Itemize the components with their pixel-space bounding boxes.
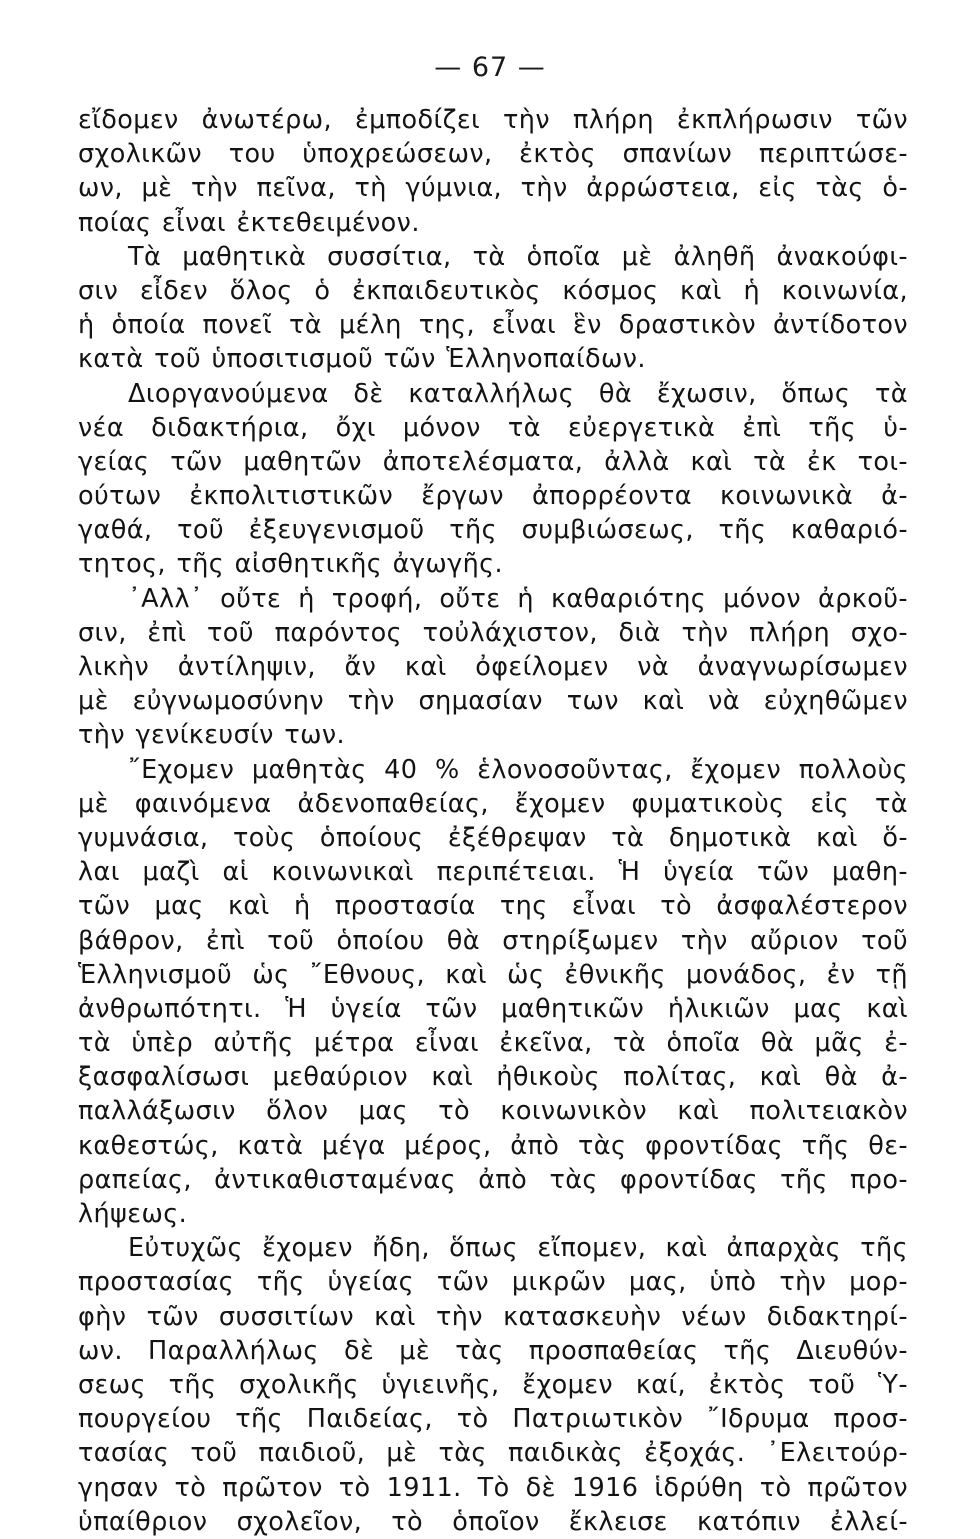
text-line: σιν εἶδεν ὅλος ὁ ἐκπαιδευτικὸς κόσμος καὶ ἡ κοινωνία, — [78, 275, 908, 306]
text-line: ων, μὲ τὴν πεῖνα, τὴ γύμνια, τὴν ἀρρώστεια, εἰς τὰς ὁ- — [78, 173, 908, 204]
paragraph — [78, 103, 908, 240]
text-line: ων. Παραλλήλως δὲ μὲ τὰς προσπαθείας τῆς Διευθύν- — [78, 1335, 908, 1366]
text-line: λικὴν ἀντίληψιν, ἄν καὶ ὀφείλομεν νὰ ἀναγνωρίσωμεν — [78, 652, 908, 682]
text-line: λήψεως. — [78, 1199, 188, 1229]
text-line: τὰ ὑπὲρ αὐτῆς μέτρα εἶναι ἐκεῖνα, τὰ ὁποῖα θὰ μᾶς ἐ- — [78, 1028, 908, 1059]
text-line: γυμνάσια, τοὺς ὁποίους ἐξέθρεψαν τὰ δημοτικὰ καὶ ὅ- — [78, 822, 908, 853]
text-line: ῎Εχομεν μαθητὰς 40 % ἑλονοσοῦντας, ἔχομεν πολλοὺς — [128, 754, 908, 785]
text-line: ραπείας, ἀντικαθισταμένας ἀπὸ τὰς φροντίδας τῆς προ- — [78, 1164, 908, 1195]
text-line: σχολικῶν του ὑποχρεώσεων, ἐκτὸς σπανίων περιπτώσε- — [78, 139, 908, 170]
text-line: σεως τῆς σχολικῆς ὑγιεινῆς, ἔχομεν καί, ἐκτὸς τοῦ Ὑ- — [78, 1369, 908, 1400]
text-line: τὴν γενίκευσίν των. — [78, 720, 345, 751]
paragraph — [78, 582, 908, 753]
text-line: σιν, ἐπὶ τοῦ παρόντος τοὐλάχιστον, διὰ τὴν πλήρη σχο- — [78, 617, 908, 648]
text-line: ἡ ὁποία πονεῖ τὰ μέλη της, εἶναι ἓν δραστικὸν ἀντίδοτον — [78, 310, 908, 341]
paragraph — [78, 240, 908, 377]
text-line: φὴν τῶν συσσιτίων καὶ τὴν κατασκευὴν νέων διδακτηρί- — [78, 1301, 908, 1332]
text-line: τασίας τοῦ παιδιοῦ, μὲ τὰς παιδικὰς ἐξοχάς. ᾽Ελειτούρ- — [78, 1438, 908, 1469]
text-line: λαι μαζὶ αἱ κοινωνικαὶ περιπέτειαι. Ἡ ὑγεία τῶν μαθη- — [78, 857, 908, 888]
text-line: καθεστώς, κατὰ μέγα μέρος, ἀπὸ τὰς φροντίδας τῆς θε- — [78, 1130, 908, 1161]
text-line: παλλάξωσιν ὅλον μας τὸ κοινωνικὸν καὶ πολιτειακὸν — [78, 1096, 908, 1127]
text-line: Ἑλληνισμοῦ ὡς ῎Εθνους, καὶ ὡς ἐθνικῆς μονάδος, ἐν τῇ — [78, 959, 908, 990]
paragraph — [78, 753, 908, 1232]
text-line: γαθά, τοῦ ἐξευγενισμοῦ τῆς συμβιώσεως, τῆς καθαριό- — [78, 515, 908, 546]
text-line: μὲ εὐγνωμοσύνην τὴν σημασίαν των καὶ νὰ εὐχηθῶμεν — [78, 686, 908, 717]
text-line: ξασφαλίσωσι μεθαύριον καὶ ἠθικοὺς πολίτας, καὶ θὰ ἀ- — [78, 1062, 908, 1093]
text-line: ᾽Αλλ᾽ οὔτε ἡ τροφή, οὔτε ἡ καθαριότης μόνον ἀρκοῦ- — [128, 583, 908, 614]
text-line: τητος, τῆς αἰσθητικῆς ἀγωγῆς. — [78, 549, 504, 580]
text-line: μὲ φαινόμενα ἀδενοπαθείας, ἔχομεν φυματικοὺς εἰς τὰ — [78, 788, 908, 819]
text-line: ούτων ἐκπολιτιστικῶν ἔργων ἀπορρέοντα κοινωνικὰ ἀ- — [78, 481, 908, 512]
text-line: κατὰ τοῦ ὑποσιτισμοῦ τῶν Ἑλληνοπαίδων. — [78, 344, 646, 375]
text-line: προστασίας τῆς ὑγείας τῶν μικρῶν μας, ὑπὸ τὴν μορ- — [78, 1267, 908, 1298]
text-line: γείας τῶν μαθητῶν ἀποτελέσματα, ἀλλὰ καὶ τὰ ἐκ τοι- — [78, 446, 908, 477]
text-line: Διοργανούμενα δὲ καταλλήλως θὰ ἔχωσιν, ὅπως τὰ — [128, 378, 908, 409]
text-line: τῶν μας καὶ ἡ προστασία της εἶναι τὸ ἀσφαλέστερον — [78, 891, 908, 922]
text-line: γησαν τὸ πρῶτον τὸ 1911. Τὸ δὲ 1916 ἱδρύθη τὸ πρῶτον — [78, 1472, 908, 1503]
text-line: ποίας εἶναι ἐκτεθειμένον. — [78, 207, 420, 238]
text-line: νέα διδακτήρια, ὄχι μόνον τὰ εὐεργετικὰ ἐπὶ τῆς ὑ- — [78, 412, 908, 443]
text-line: Τὰ μαθητικὰ συσσίτια, τὰ ὁποῖα μὲ ἀληθῆ ἀνακούφι- — [128, 241, 908, 272]
text-line: βάθρον, ἐπὶ τοῦ ὁποίου θὰ στηρίξωμεν τὴν αὔριον τοῦ — [78, 925, 908, 956]
body-text — [78, 103, 908, 1539]
text-line: ὑπαίθριον σχολεῖον, τὸ ὁποῖον ἔκλεισε κατόπιν ἐλλεί- — [78, 1506, 908, 1537]
paragraph — [78, 377, 908, 582]
text-line: εἴδομεν ἀνωτέρω, ἐμποδίζει τὴν πλήρη ἐκπλήρωσιν τῶν — [78, 105, 908, 135]
text-line: Εὐτυχῶς ἔχομεν ἤδη, ὅπως εἴπομεν, καὶ ἀπαρχὰς τῆς — [128, 1233, 908, 1264]
text-line: πουργείου τῆς Παιδείας, τὸ Πατριωτικὸν ῎Ιδρυμα προσ- — [78, 1404, 908, 1435]
paragraph — [78, 1231, 908, 1539]
text-line: ἀνθρωπότητι. Ἡ ὑγεία τῶν μαθητικῶν ἡλικιῶν μας καὶ — [78, 993, 908, 1024]
page-number: — 67 — — [434, 52, 546, 83]
